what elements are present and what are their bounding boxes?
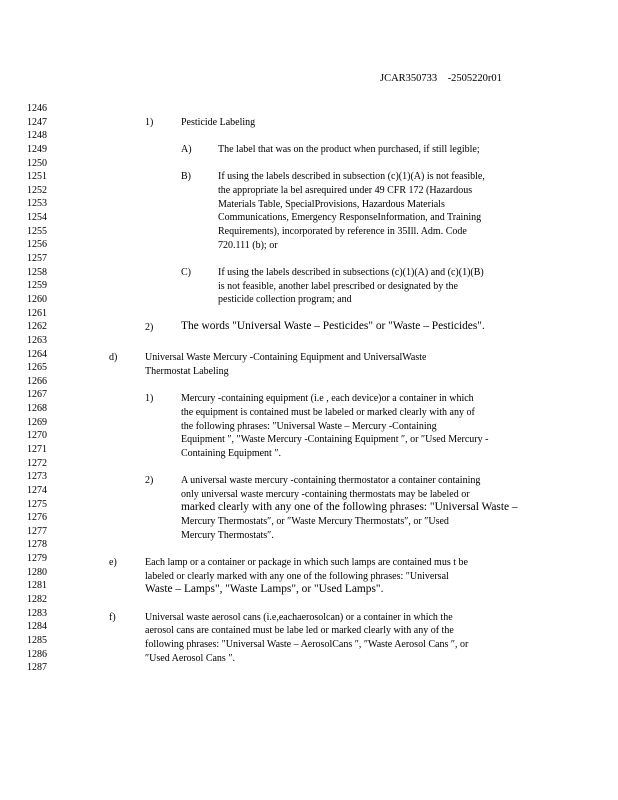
item-line: Universal Waste Mercury -Containing Equipment and UniversalWaste [145, 352, 427, 363]
line-number: 1272 [27, 457, 47, 469]
item-line: Thermostat Labeling [145, 366, 229, 377]
item-line: labeled or clearly marked with any one of the following phrases: ″Universal [145, 571, 449, 582]
line-number: 1274 [27, 484, 47, 496]
line-number: 1281 [27, 580, 47, 592]
line-number: 1286 [27, 648, 47, 660]
item-line: Communications, Emergency ResponseInformation, and Training [218, 212, 482, 223]
item-line: Materials Table, SpecialProvisions, Hazardous Materials [218, 199, 445, 210]
line-number: 1258 [27, 266, 47, 278]
line-number: 1260 [27, 293, 47, 305]
line-number: 1263 [27, 334, 47, 346]
item-line: If using the labels described in subsections (c)(1)(A) and (c)(1)(B) [218, 267, 484, 278]
item-marker: 1) [145, 393, 154, 404]
item-marker: C) [181, 267, 191, 278]
line-number: 1265 [27, 362, 47, 374]
line-number: 1271 [27, 444, 47, 455]
item-marker: 1) [145, 117, 154, 128]
line-number: 1284 [27, 621, 47, 633]
line-number: 1253 [27, 198, 47, 210]
header-revision: -2505220r01 [447, 73, 502, 84]
line-number: 1269 [27, 416, 47, 428]
line-number: 1251 [27, 171, 47, 183]
item-line: following phrases: "Universal Waste – AerosolCans ″, ″Waste Aerosol Cans ″, or [145, 639, 469, 650]
line-number: 1282 [27, 594, 47, 606]
item-line: Requirements), incorporated by reference in 35Ill. Adm. Code [218, 226, 467, 237]
item-marker: A) [181, 144, 192, 155]
line-number: 1280 [27, 566, 47, 578]
item-line: 720.111 (b); or [218, 240, 278, 251]
line-number: 1266 [27, 375, 47, 387]
line-number: 1278 [27, 539, 47, 551]
item-line: marked clearly with any one of the following phrases: "Universal Waste – [181, 501, 518, 513]
line-number: 1259 [27, 280, 47, 292]
item-line: If using the labels described in subsection (c)(1)(A) is not feasible, [218, 171, 485, 182]
item-line: Each lamp or a container or package in which such lamps are contained mus t be [145, 557, 468, 568]
line-number: 1276 [27, 512, 47, 524]
item-line: only universal waste mercury -containing thermostats may be labeled or [181, 489, 470, 500]
line-number: 1273 [27, 471, 47, 483]
item-line: Universal waste aerosol cans (i.e,eachaerosolcan) or a container in which the [145, 612, 453, 623]
line-number: 1283 [27, 607, 47, 619]
item-marker: d) [109, 352, 118, 363]
line-number: 1252 [27, 184, 47, 196]
line-number: 1254 [27, 212, 47, 224]
item-line: Pesticide Labeling [181, 117, 256, 128]
line-number: 1264 [27, 348, 47, 360]
item-marker: e) [109, 557, 117, 568]
line-number: 1279 [27, 553, 47, 565]
line-number: 1250 [27, 157, 47, 169]
line-number: 1270 [27, 430, 47, 442]
item-line: Mercury Thermostats″, or ″Waste Mercury Thermostats″, or ″Used [181, 516, 449, 527]
line-number: 1275 [27, 498, 47, 510]
item-line: aerosol cans are contained must be labe led or marked clearly with any of the [145, 625, 454, 636]
item-line: Waste – Lamps", "Waste Lamps", or "Used Lamps". [145, 583, 384, 595]
line-number: 1247 [27, 116, 47, 128]
item-line: Equipment ″, ″Waste Mercury -Containing Equipment ″, or ″Used Mercury - [181, 434, 489, 445]
item-line: pesticide collection program; and [218, 294, 352, 305]
line-number: 1257 [27, 253, 47, 265]
document-header [380, 73, 502, 84]
item-line: Containing Equipment ″. [181, 448, 281, 459]
line-number: 1285 [27, 634, 47, 646]
header-code: JCAR350733 [380, 73, 438, 84]
line-number: 1249 [27, 143, 47, 155]
item-line: the appropriate la bel asrequired under 49 CFR 172 (Hazardous [218, 185, 473, 196]
line-number: 1256 [27, 239, 47, 251]
line-number: 1268 [27, 403, 47, 415]
line-number: 1277 [27, 525, 47, 537]
item-line: A universal waste mercury -containing thermostator a container containing [181, 475, 481, 486]
item-line: ″Used Aerosol Cans ″. [145, 653, 235, 664]
item-marker: B) [181, 171, 191, 182]
item-line: The words "Universal Waste – Pesticides" or "Waste – Pesticides". [181, 320, 485, 332]
line-number: 1287 [27, 662, 47, 674]
line-number: 1255 [27, 225, 47, 237]
line-number: 1262 [27, 321, 47, 333]
line-number: 1248 [27, 130, 47, 142]
item-marker: f) [109, 612, 116, 623]
item-line: the following phrases: ″Universal Waste – Mercury -Containing [181, 421, 437, 432]
item-line: The label that was on the product when purchased, if still legible; [218, 144, 480, 155]
item-line: Mercury Thermostats″. [181, 530, 274, 541]
item-marker: 2) [145, 322, 154, 333]
line-number: 1267 [27, 389, 47, 401]
line-number: 1261 [27, 307, 47, 319]
line-number: 1246 [27, 103, 47, 114]
item-line: the equipment is contained must be labeled or marked clearly with any of [181, 407, 475, 418]
item-line: Mercury -containing equipment (i.e , each device)or a container in which [181, 393, 474, 404]
item-line: is not feasible, another label prescribed or designated by the [218, 281, 458, 292]
item-marker: 2) [145, 475, 154, 486]
